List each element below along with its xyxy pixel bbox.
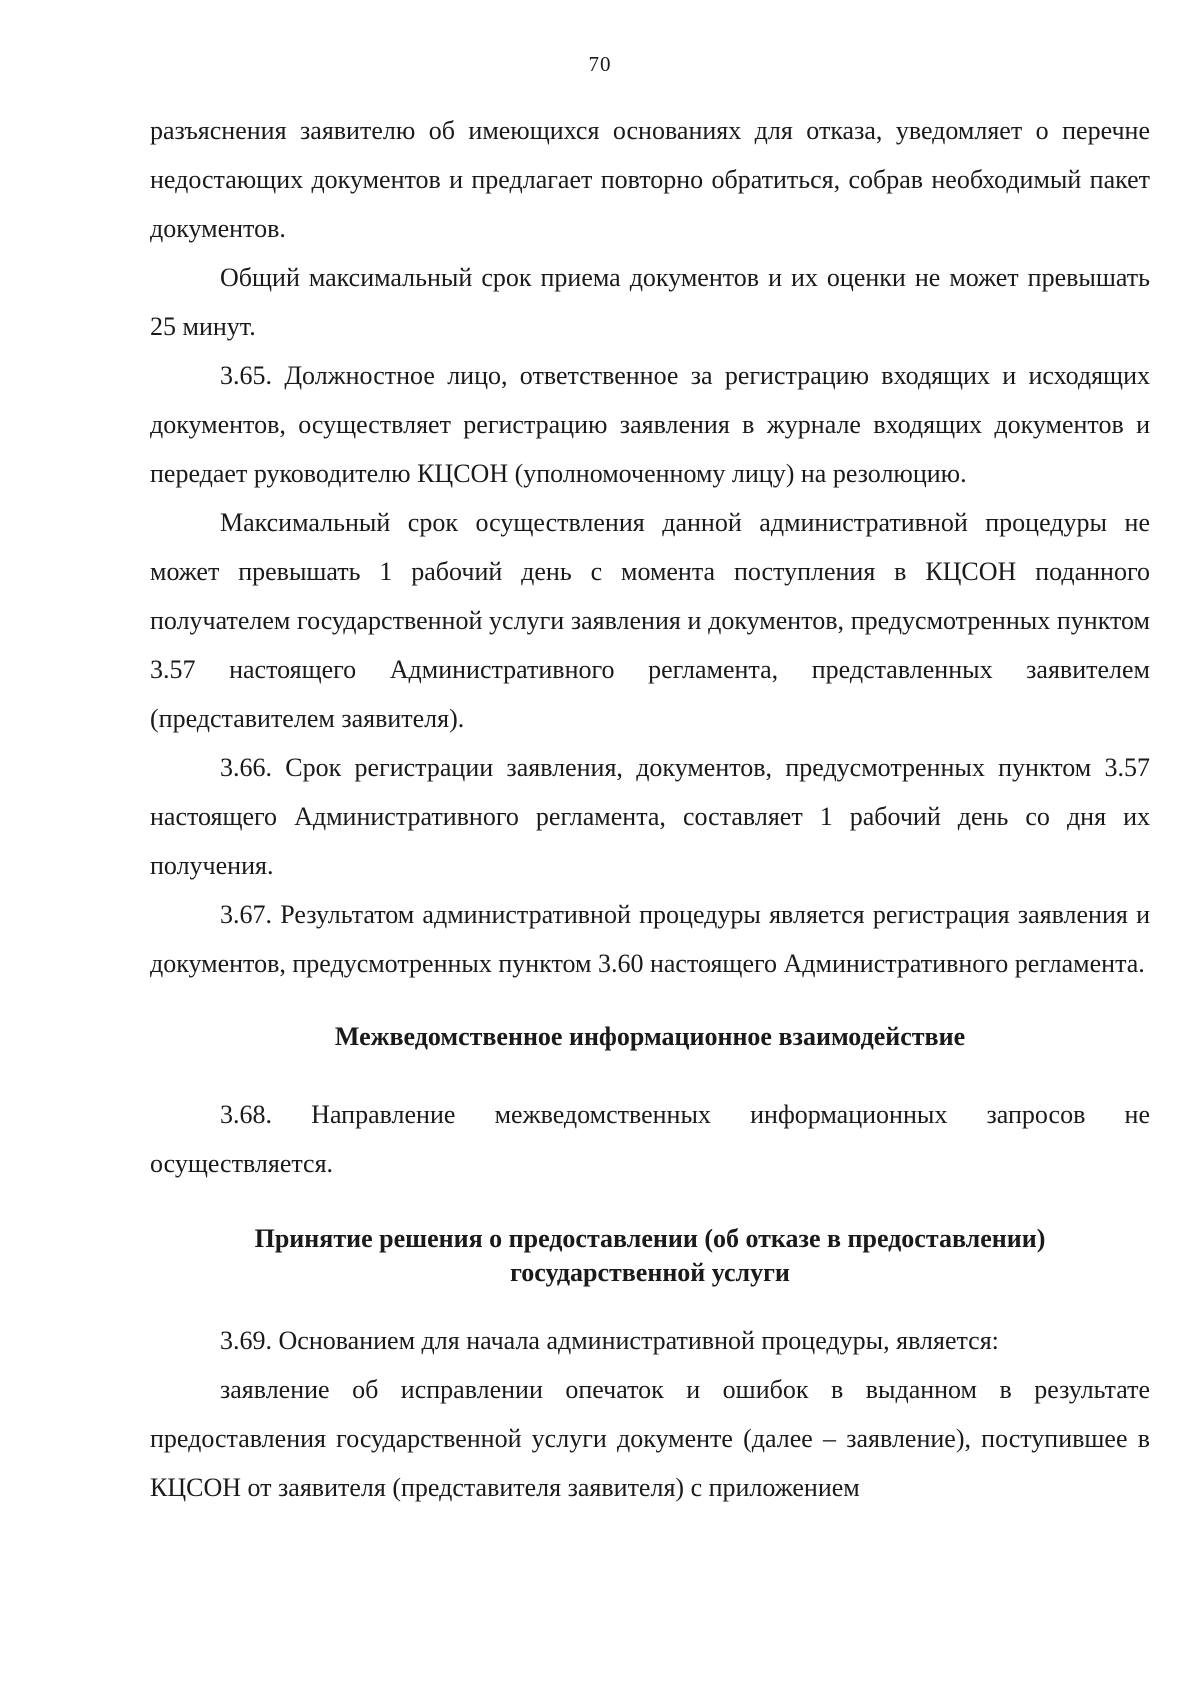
page-number: 70 xyxy=(588,52,612,76)
spacer xyxy=(150,988,1150,1020)
spacer xyxy=(150,1290,1150,1316)
paragraph-max-term-procedure: Максимальный срок осуществления данной административной процедуры не может превышать 1 рабочий день с момента поступления в КЦСОН поданного получателем государственной услуги заявления и документов, предусмотренных пунктом 3.57 настоящего Административного регламента, представленных заявителем (представителем заявителя). xyxy=(150,508,1150,733)
spacer xyxy=(150,1054,1150,1090)
paragraph-continuation: разъяснения заявителю об имеющихся основаниях для отказа, уведомляет о перечне недостающих документов и предлагает повторно обратиться, собрав необходимый пакет документов. xyxy=(150,116,1150,243)
paragraph-3-65: 3.65. Должностное лицо, ответственное за регистрацию входящих и исходящих документов, осуществляет регистрацию заявления в журнале входящих документов и передает руководителю КЦСОН (уполномоченному лицу) на резолюцию. xyxy=(150,361,1150,488)
paragraph-application-correction: заявление об исправлении опечаток и ошибок в выданном в результате предоставления государственной услуги документе (далее – заявление), поступившее в КЦСОН от заявителя (представителя заявителя) с приложением xyxy=(150,1375,1150,1502)
paragraph-3-69: 3.69. Основанием для начала административной процедуры, является: xyxy=(220,1326,999,1355)
document-body xyxy=(150,106,1150,1512)
paragraph-3-67: 3.67. Результатом административной процедуры является регистрация заявления и документов, предусмотренных пунктом 3.60 настоящего Административного регламента. xyxy=(150,900,1150,978)
section-heading-interagency: Межведомственное информационное взаимодействие xyxy=(334,1022,966,1051)
section-heading-decision-line1: Принятие решения о предоставлении (об отказе в предоставлении) xyxy=(254,1224,1046,1253)
paragraph-3-66: 3.66. Срок регистрации заявления, документов, предусмотренных пунктом 3.57 настоящего Административного регламента, составляет 1 рабочий день со дня их получения. xyxy=(150,753,1150,880)
paragraph-3-68: 3.68. Направление межведомственных информационных запросов не осуществляется. xyxy=(150,1100,1150,1178)
spacer xyxy=(150,1188,1150,1222)
section-heading-decision-line2: государственной услуги xyxy=(510,1258,790,1287)
paragraph-max-term-reception: Общий максимальный срок приема документов и их оценки не может превышать 25 минут. xyxy=(150,263,1150,341)
